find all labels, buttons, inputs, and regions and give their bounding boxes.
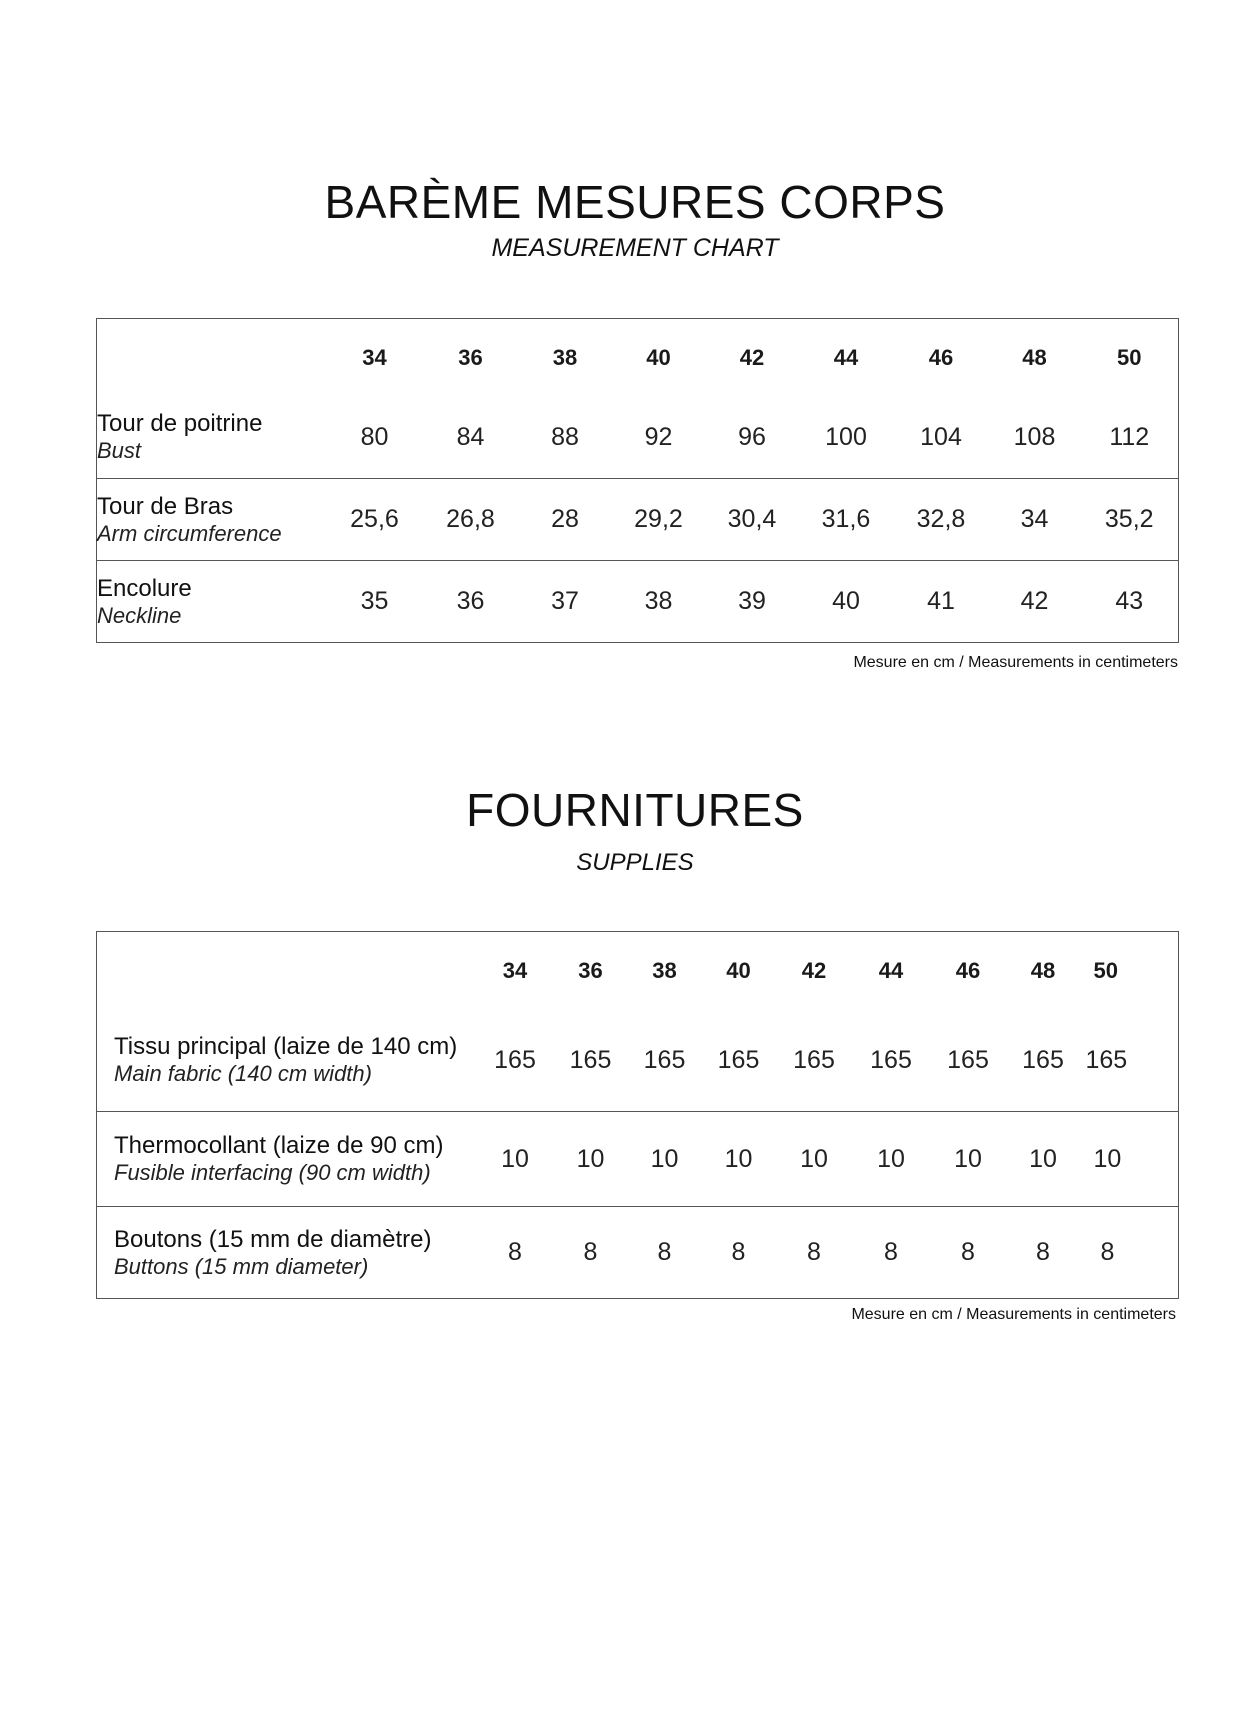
table-row-interfacing — [97, 1112, 1179, 1207]
table-cell: 104 — [920, 422, 962, 451]
size-header: 38 — [552, 344, 578, 370]
measurement-chart-title: BARÈME MESURES CORPS — [324, 176, 946, 228]
table-cell: 10 — [554, 1112, 628, 1207]
measurement-chart-subtitle: MEASUREMENT CHART — [491, 234, 779, 262]
row-label-fr: Tour de Bras — [97, 492, 234, 520]
table-cell: 38 — [612, 561, 706, 643]
units-note: Mesure en cm / Measurements in centimeters — [851, 1306, 1176, 1323]
units-note: Mesure en cm / Measurements in centimeters — [853, 654, 1178, 671]
table-cell: 100 — [825, 422, 867, 451]
table-cell: 165 — [793, 1045, 835, 1074]
size-header: 40 — [726, 957, 751, 983]
table-cell: 10 — [628, 1112, 702, 1207]
size-header: 40 — [646, 344, 671, 370]
table-cell: 165 — [1085, 1045, 1128, 1074]
table-header-row — [97, 932, 1179, 1010]
header-empty-cell — [97, 932, 477, 1010]
size-header: 34 — [362, 344, 387, 370]
table-cell: 165 — [494, 1045, 536, 1074]
table-row-main-fabric — [97, 1010, 1179, 1112]
table-cell: 96 — [738, 422, 766, 451]
row-label — [97, 561, 327, 643]
table-cell: 8 — [628, 1207, 702, 1299]
table-cell: 88 — [551, 422, 579, 451]
table-cell: 92 — [644, 422, 673, 451]
table-cell: 10 — [930, 1112, 1007, 1207]
supplies-table — [96, 931, 1179, 1299]
supplies-title: FOURNITURES — [466, 784, 804, 836]
size-header: 38 — [652, 957, 677, 983]
size-header: 48 — [1022, 344, 1047, 370]
header-empty-cell — [97, 319, 327, 397]
table-cell: 32,8 — [894, 479, 989, 561]
table-cell: 26,8 — [423, 479, 519, 561]
table-cell: 39 — [706, 561, 799, 643]
row-label-fr: Tissu principal (laize de 140 cm) — [114, 1033, 458, 1061]
size-header: 50 — [1117, 344, 1142, 370]
table-cell: 112 — [1109, 422, 1150, 451]
table-cell: 29,2 — [612, 479, 706, 561]
supplies-subtitle: SUPPLIES — [576, 849, 694, 876]
table-cell: 8 — [554, 1207, 628, 1299]
table-cell: 84 — [456, 422, 485, 451]
size-header: 42 — [801, 957, 827, 983]
row-label-en: Buttons (15 mm diameter) — [114, 1253, 369, 1279]
row-label — [97, 479, 327, 561]
table-cell: 36 — [423, 561, 519, 643]
table-cell: 165 — [643, 1045, 686, 1074]
size-header: 48 — [1030, 957, 1056, 983]
table-cell: 10 — [477, 1112, 554, 1207]
table-header-row — [97, 319, 1179, 397]
row-label — [97, 397, 327, 479]
table-cell: 10 — [776, 1112, 853, 1207]
table-cell: 165 — [870, 1045, 912, 1074]
table-cell: 34 — [989, 479, 1081, 561]
table-cell: 30,4 — [706, 479, 799, 561]
table-cell: 8 — [477, 1207, 554, 1299]
row-label-en: Bust — [97, 438, 142, 464]
measurement-table — [96, 318, 1179, 643]
table-cell: 10 — [1007, 1112, 1080, 1207]
table-cell: 165 — [1022, 1045, 1064, 1074]
table-cell: 165 — [717, 1045, 760, 1074]
size-header: 46 — [928, 344, 954, 370]
table-row-buttons — [97, 1207, 1179, 1299]
table-cell: 8 — [702, 1207, 776, 1299]
table-cell: 10 — [853, 1112, 930, 1207]
table-row-bust — [97, 397, 1179, 479]
table-row-arm — [97, 479, 1179, 561]
table-row-neckline — [97, 561, 1179, 643]
table-cell: 43 — [1081, 561, 1179, 643]
row-label-en: Main fabric (140 cm width) — [114, 1061, 372, 1087]
size-header: 36 — [578, 957, 603, 983]
table-cell: 10 — [1080, 1112, 1179, 1207]
row-label — [97, 1010, 477, 1112]
table-cell: 10 — [702, 1112, 776, 1207]
table-cell: 108 — [1013, 422, 1056, 451]
table-cell: 37 — [519, 561, 612, 643]
table-cell: 8 — [853, 1207, 930, 1299]
size-header: 50 — [1093, 957, 1118, 983]
size-header: 42 — [739, 344, 765, 370]
size-header: 44 — [878, 957, 904, 983]
table-cell: 31,6 — [799, 479, 894, 561]
table-cell: 165 — [947, 1045, 989, 1074]
row-label-fr: Thermocollant (laize de 90 cm) — [114, 1132, 444, 1159]
table-cell: 41 — [894, 561, 989, 643]
table-cell: 28 — [519, 479, 612, 561]
row-label-en: Arm circumference — [97, 520, 282, 546]
table-cell: 25,6 — [327, 479, 423, 561]
row-label — [97, 1112, 477, 1207]
table-cell: 8 — [1007, 1207, 1080, 1299]
table-cell: 35 — [327, 561, 423, 643]
table-cell: 8 — [930, 1207, 1007, 1299]
table-cell: 40 — [799, 561, 894, 643]
table-cell: 165 — [569, 1045, 612, 1074]
table-cell: 80 — [360, 422, 389, 451]
table-cell: 35,2 — [1081, 479, 1179, 561]
row-label-fr: Tour de poitrine — [97, 410, 263, 438]
size-header: 36 — [458, 344, 483, 370]
table-cell: 8 — [1080, 1207, 1179, 1299]
size-header: 34 — [502, 957, 528, 983]
row-label-fr: Boutons (15 mm de diamètre) — [114, 1225, 432, 1253]
size-header: 44 — [833, 344, 859, 370]
table-cell: 8 — [776, 1207, 853, 1299]
size-header: 46 — [955, 957, 981, 983]
row-label-en: Fusible interfacing (90 cm width) — [114, 1160, 431, 1185]
row-label — [97, 1207, 477, 1299]
row-label-fr: Encolure — [97, 574, 192, 602]
table-cell: 42 — [989, 561, 1081, 643]
row-label-en: Neckline — [97, 602, 182, 628]
